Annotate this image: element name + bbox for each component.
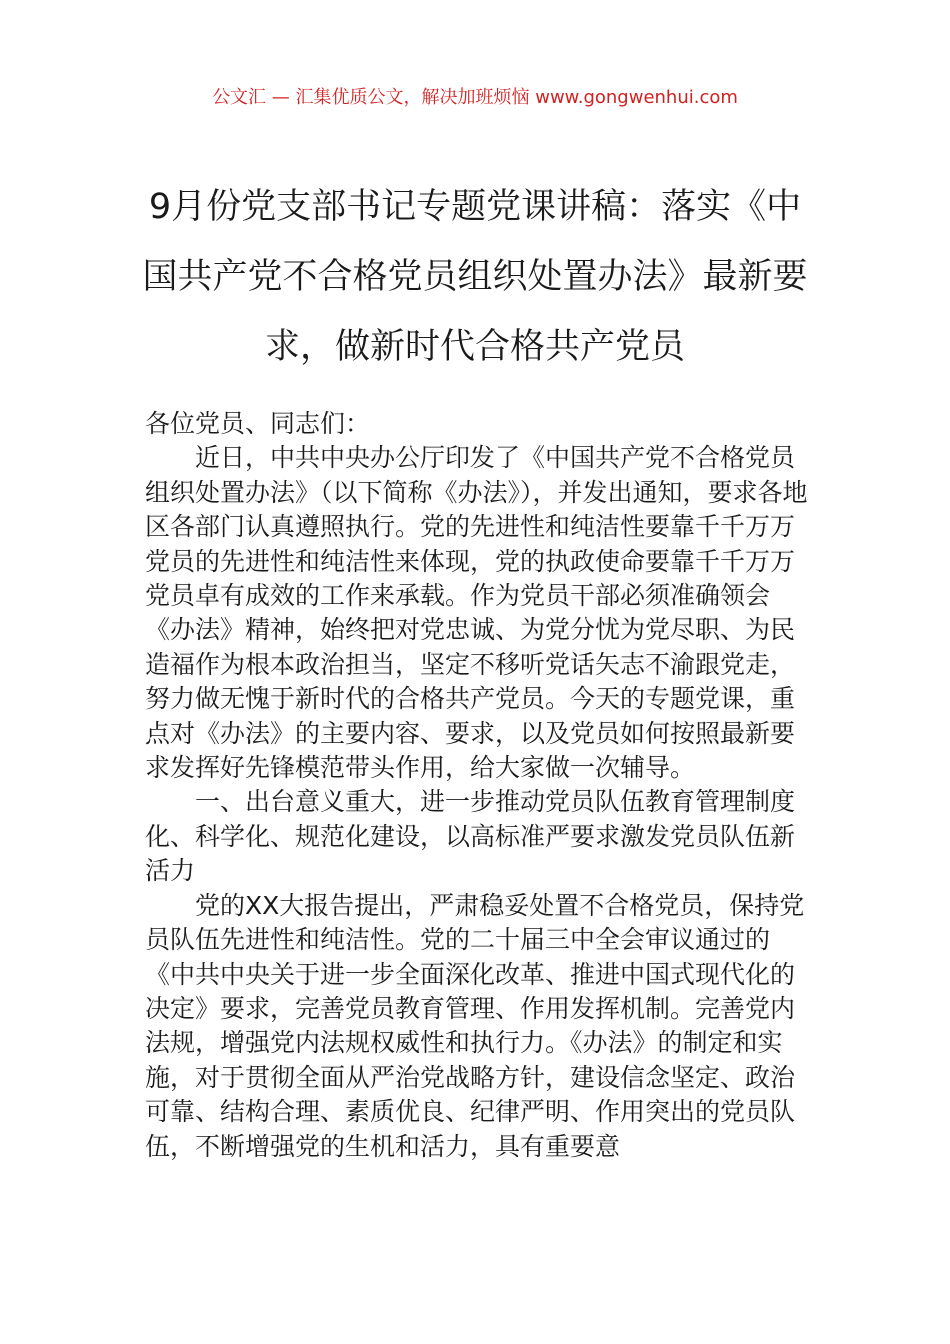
document-title: 9月份党支部书记专题党课讲稿：落实《中国共产党不合格党员组织处置办法》最新要求，做新时代合格共产党员 [142,187,808,367]
section-heading: 一、出台意义重大，进一步推动党员队伍教育管理制度化、科学化、规范化建设，以高标准严要求激发党员队伍新活力 [145,787,796,886]
body-paragraph: 近日，中共中央办公厅印发了《中国共产党不合格党员组织处置办法》（以下简称《办法》），并发出通知，要求各地区各部门认真遵照执行。党的先进性和纯洁性要靠千千万万党员的先进性和纯洁性来体现，党的执政使命要靠千千万万党员卓有成效的工作来承载。作为党员干部必须准确领会《办法》精神，始终把对党忠诚、为党分忧为党尽职、为民造福作为根本政治担当，坚定不移听党话矢志不渝跟党走，努力做无愧于新时代的合格共产党员。今天的专题党课，重点对《办法》的主要内容、要求，以及党员如何按照最新要求发挥好先锋模范带头作用，给大家做一次辅导。 [145,443,808,783]
salutation: 各位党员、同志们： [145,409,371,438]
body-paragraph: 党的XX大报告提出，严肃稳妥处置不合格党员，保持党员队伍先进性和纯洁性。党的二十届三中全会审议通过的《中共中央关于进一步全面深化改革、推进中国式现代化的决定》要求，完善党员教育管理、作用发挥机制。完善党内法规，增强党内法规权威性和执行力。《办法》的制定和实施，对于贯彻全面从严治党战略方针，建设信念坚定、政治可靠、结构合理、素质优良、纪律严明、作用突出的党员队伍，不断增强党的生机和活力，具有重要意 [145,890,805,1161]
document-body [145,407,810,1164]
site-banner: 公文汇 — 汇集优质公文，解决加班烦恼 www.gongwenhui.com [212,87,738,108]
